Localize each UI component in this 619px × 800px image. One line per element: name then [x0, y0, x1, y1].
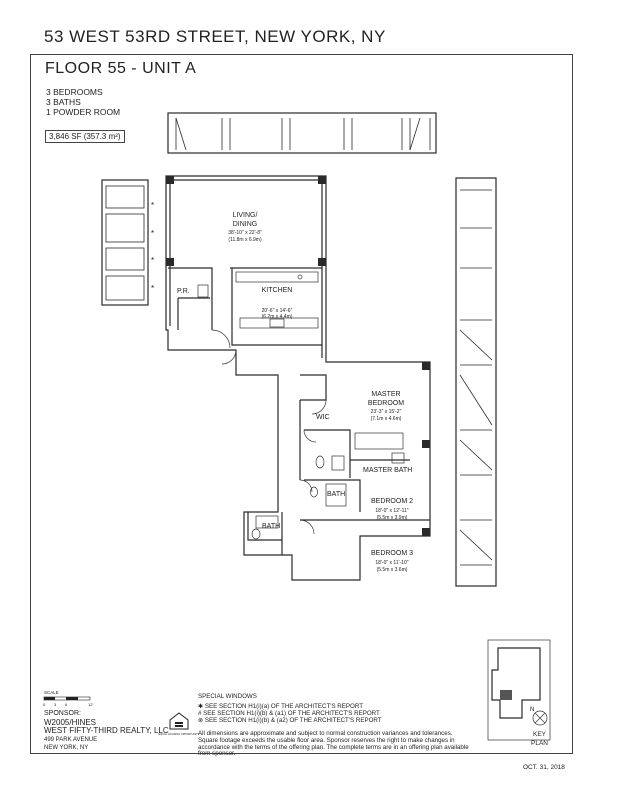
room-living-dim-m: (11.8m x 6.9m) [228, 237, 262, 243]
key-plan-north: N [530, 707, 535, 713]
special-windows-list [198, 703, 382, 724]
sponsor-name: W2005/HINES [44, 717, 97, 727]
top-window-strip [168, 113, 436, 153]
sponsor-address: 499 PARK AVENUE [44, 736, 98, 743]
scale-tick-2: 6 [65, 702, 68, 707]
columns [166, 176, 430, 536]
special-window-note-3: ⊗ SEE SECTION H1(i)(b) & (a2) OF THE ARCHITECT'S REPORT [198, 717, 382, 724]
room-master-dim: 23'-3" x 15'-2" [370, 409, 402, 415]
housing-logo-text: EQUAL HOUSING OPPORTUNITY [158, 733, 200, 736]
room-bedroom3-dim: 18'-0" x 11'-10" [375, 560, 409, 566]
spec-baths: 3 BATHS [46, 97, 81, 107]
special-window-note-1: ✱ SEE SECTION H1(i)(a) OF THE ARCHITECT'S REPORT [198, 703, 363, 710]
room-master-name: MASTER [371, 391, 401, 398]
scale-tick-0: 0 [43, 702, 46, 707]
scale-label: SCALE [44, 690, 59, 695]
disclaimer-text: All dimensions are approximate and subject to normal construction variances and tolerances. Square footage exceeds the usable floor area. Sponsor reserves the right to make changes in accordance with the terms of the offering plan. The complete terms are in an offering plan available from sponsor. [198, 730, 469, 758]
room-kitchen-dim-m: (6.2m x 4.4m) [261, 314, 293, 320]
sponsor-city: NEW YORK, NY [44, 745, 89, 751]
room-master-bath-name: MASTER BATH [363, 467, 413, 474]
room-bedroom2-dim-m: (5.5m x 3.9m) [376, 515, 408, 521]
area-badge: 3,846 SF (357.3 m²) [45, 130, 125, 143]
room-bath-b-name: BATH [262, 523, 281, 530]
sponsor-label: SPONSOR: [44, 710, 81, 717]
unit-title: FLOOR 55 - UNIT A [45, 60, 197, 77]
door-swings [212, 330, 326, 534]
room-living-dim: 38'-10" x 22'-8" [228, 230, 262, 236]
room-powder-name: P.R. [177, 288, 190, 295]
room-master-name-2: BEDROOM [367, 400, 405, 407]
svg-text:*: * [151, 256, 155, 265]
special-window-markers [151, 201, 154, 293]
room-wic-name: WIC [316, 414, 330, 421]
svg-text:*: * [151, 229, 155, 238]
room-living-name: LIVING/ [232, 212, 258, 219]
svg-text:*: * [151, 201, 155, 210]
room-labels [177, 212, 413, 573]
scale-tick-3: 12' [88, 702, 94, 707]
svg-text:*: * [151, 284, 155, 293]
spec-bedrooms: 3 BEDROOMS [46, 87, 103, 97]
sponsor-block [44, 710, 169, 753]
special-window-note-2: # SEE SECTION H1(i)(b) & (a1) OF THE ARCHITECT'S REPORT [198, 710, 380, 717]
spec-powder-room: 1 POWDER ROOM [46, 107, 121, 117]
revision-date: OCT. 31, 2018 [523, 764, 565, 771]
scale-tick-1: 3 [54, 702, 57, 707]
building-address: 53 WEST 53RD STREET, NEW YORK, NY [44, 27, 386, 46]
scale-bar [43, 690, 93, 707]
room-bedroom2-dim: 18'-0" x 12'-11" [375, 508, 409, 514]
room-kitchen-name: KITCHEN [261, 287, 293, 294]
key-plan-label: KEY [533, 731, 547, 738]
sponsor-company: WEST FIFTY-THIRD REALTY, LLC [44, 726, 169, 735]
left-window-strip [102, 180, 148, 305]
room-bedroom3-dim-m: (5.5m x 3.6m) [376, 567, 408, 573]
room-bedroom2-name: BEDROOM 2 [370, 498, 414, 505]
room-kitchen-dim: 20'-6" x 14'-6" [261, 308, 293, 314]
room-master-dim-m: (7.1m x 4.6m) [370, 416, 402, 422]
right-window-strip [456, 178, 496, 586]
key-plan [488, 640, 550, 747]
room-bath-a-name: BATH [327, 491, 346, 498]
room-bedroom3-name: BEDROOM 3 [370, 550, 414, 557]
room-living-name-2: DINING [232, 221, 258, 228]
special-windows-title: SPECIAL WINDOWS [198, 693, 257, 700]
key-plan-label-2: PLAN [531, 740, 548, 747]
